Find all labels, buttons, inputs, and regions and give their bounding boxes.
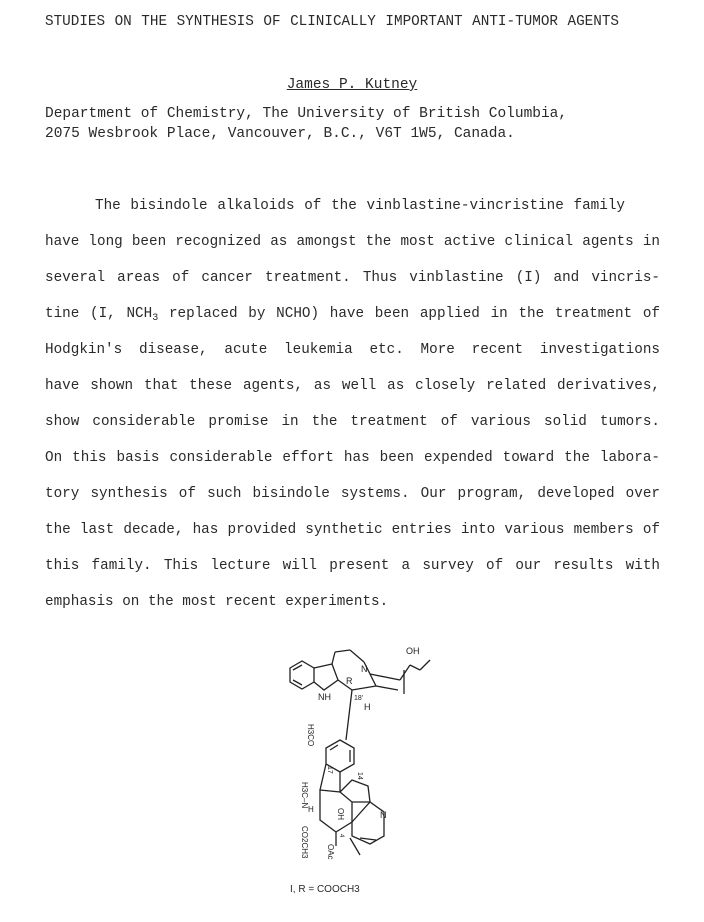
paper-title: STUDIES ON THE SYNTHESIS OF CLINICALLY IMPORTANT ANTI-TUMOR AGENTS	[45, 14, 619, 30]
figure-caption: I, R = COOCH3	[290, 884, 360, 895]
label-nh: NH	[318, 692, 331, 702]
label-h3c-n: H3C–N	[300, 782, 309, 809]
label-18: 18'	[354, 695, 364, 702]
body-line: have long been recognized as amongst the most active clinical agents in	[45, 234, 660, 250]
body-line: tory synthesis of such bisindole systems. Our program, developed over	[45, 486, 660, 502]
author-line	[0, 77, 704, 93]
body-line: show considerable promise in the treatment of various solid tumors.	[45, 414, 660, 430]
label-co2ch3: CO2CH3	[300, 826, 309, 859]
body-line: The bisindole alkaloids of the vinblastine-vincristine family	[95, 198, 625, 214]
body-line: the last decade, has provided synthetic entries into various members of	[45, 522, 660, 538]
body-line: Hodgkin's disease, acute leukemia etc. More recent investigations	[45, 342, 660, 358]
label-oac: OAc	[326, 844, 335, 860]
label-h: H	[308, 805, 314, 814]
label-14: 14	[356, 772, 363, 780]
body-text: replaced by NCHO) have been applied in the treatment of	[158, 306, 660, 322]
body-text: tine (I, NCH	[45, 306, 153, 322]
label-r: R	[346, 676, 353, 686]
author-name: James P. Kutney	[286, 77, 418, 93]
body-line: this family. This lecture will present a survey of our results with	[45, 558, 660, 574]
label-n: N	[380, 810, 387, 820]
label-4: 4	[338, 834, 344, 838]
body-line: emphasis on the most recent experiments.	[45, 594, 389, 610]
body-line	[45, 306, 660, 322]
body-line: have shown that these agents, as well as closely related derivatives,	[45, 378, 660, 394]
label-oh: OH	[406, 646, 420, 656]
label-n: N	[361, 664, 368, 674]
label-17: 17	[326, 766, 333, 774]
subscript: 3	[152, 313, 159, 324]
affiliation-line-2: 2075 Wesbrook Place, Vancouver, B.C., V6T 1W5, Canada.	[45, 126, 515, 142]
label-h: H	[364, 702, 371, 712]
label-oh: OH	[336, 808, 345, 820]
body-line: several areas of cancer treatment. Thus vinblastine (I) and vincris-	[45, 270, 660, 286]
body-line: On this basis considerable effort has been expended toward the labora-	[45, 450, 660, 466]
label-h3co: H3CO	[306, 724, 315, 747]
affiliation-line-1: Department of Chemistry, The University of British Columbia,	[45, 106, 568, 122]
structure-labels	[280, 640, 460, 880]
